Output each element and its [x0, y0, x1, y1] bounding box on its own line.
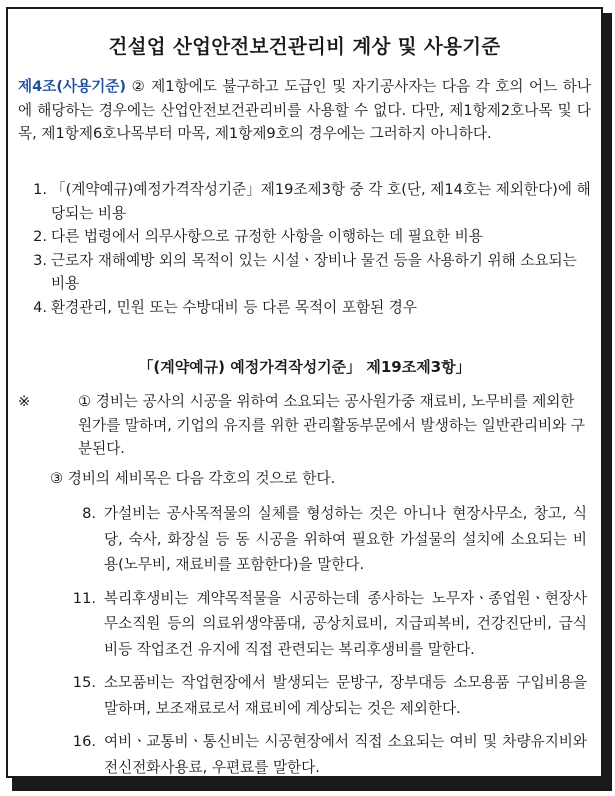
note-text: ① 경비는 공사의 시공을 위하여 소요되는 공사원가중 재료비, 노무비를 제외한 원가를 말하며, 기업의 유지를 위한 관리활동부문에서 발생하는 일반관리비와 구분된다.	[78, 393, 585, 457]
list-item-text: 근로자 재해예방 외의 목적이 있는 시설ㆍ장비나 물건 등을 사용하기 위해 소요되는 비용	[51, 251, 577, 292]
list-item-number: 16.	[72, 733, 96, 750]
list-item-text: 환경관리, 민원 또는 수방대비 등 다른 목적이 포함된 경우	[51, 298, 417, 316]
list-item-text: 여비ㆍ교통비ㆍ통신비는 시공현장에서 직접 소요되는 여비 및 차량유지비와 전신전화사용료, 우편료를 말한다.	[104, 733, 587, 776]
list-item-number: 11.	[72, 589, 96, 607]
article-paragraph	[18, 75, 591, 146]
list-item-number: 15.	[72, 674, 96, 691]
list-item	[18, 225, 591, 249]
document-title: 건설업 산업안전보건관리비 계상 및 사용기준	[108, 35, 501, 58]
list-item-text: 다른 법령에서 의무사항으로 규정한 사항을 이행하는 데 필요한 비용	[51, 228, 483, 245]
list-item-number: 8.	[82, 505, 96, 522]
document-box	[6, 7, 603, 778]
list-item-number: 3.	[33, 251, 47, 269]
list-item	[18, 729, 587, 780]
note-paragraph	[18, 390, 591, 461]
list-item	[18, 670, 587, 721]
subclause-heading: ③ 경비의 세비목은 다음 각호의 것으로 한다.	[50, 470, 336, 487]
list-item-text: 복리후생비는 계약목적물을 시공하는데 종사하는 노무자ㆍ종업원ㆍ현장사무소직원 등의 의료위생약품대, 공상치료비, 지급피복비, 건강진단비, 급식비등 작업조건 유지에 직접 관련되는 복리후생비를 말한다.	[104, 589, 587, 658]
prohibited-cost-list	[18, 178, 591, 319]
list-item-text: 가설비는 공사목적물의 실체를 형성하는 것은 아니나 현장사무소, 창고, 식당, 숙사, 화장실 등 동 시공을 위하여 필요한 가설물의 설치에 소요되는 비용(노무비, 재료비를 포함한다)을 말한다.	[104, 505, 587, 573]
expense-item-list	[18, 501, 587, 788]
list-item-number: 1.	[33, 181, 47, 198]
list-item-number: 2.	[33, 228, 47, 245]
list-item	[18, 586, 587, 663]
list-item	[18, 501, 587, 578]
note-mark: ※	[18, 393, 31, 410]
list-item-text: 소모품비는 작업현장에서 발생되는 문방구, 장부대등 소모용품 구입비용을 말하며, 보조재료로서 재료비에 계상되는 것은 제외한다.	[104, 674, 587, 717]
section-subtitle: 「(계약예규) 예정가격작성기준」 제19조제3항」	[138, 358, 471, 376]
list-item-text: 「(계약예규)예정가격작성기준」제19조제3항 중 각 호(단, 제14호는 제외한다)에 해당되는 비용	[51, 181, 591, 222]
list-item	[18, 249, 591, 296]
article-text: ② 제1항에도 불구하고 도급인 및 자기공사자는 다음 각 호의 어느 하나에 해당하는 경우에는 산업안전보건관리비를 사용할 수 없다. 다만, 제1항제2호나목 및 다목, 제1항제6호나목부터 마목, 제1항제9호의 경우에는 그러하지 아니하다.	[18, 78, 591, 142]
list-item-number: 4.	[33, 298, 47, 316]
article-heading: 제4조(사용기준)	[18, 78, 127, 95]
list-item	[18, 296, 591, 320]
list-item	[18, 178, 591, 225]
